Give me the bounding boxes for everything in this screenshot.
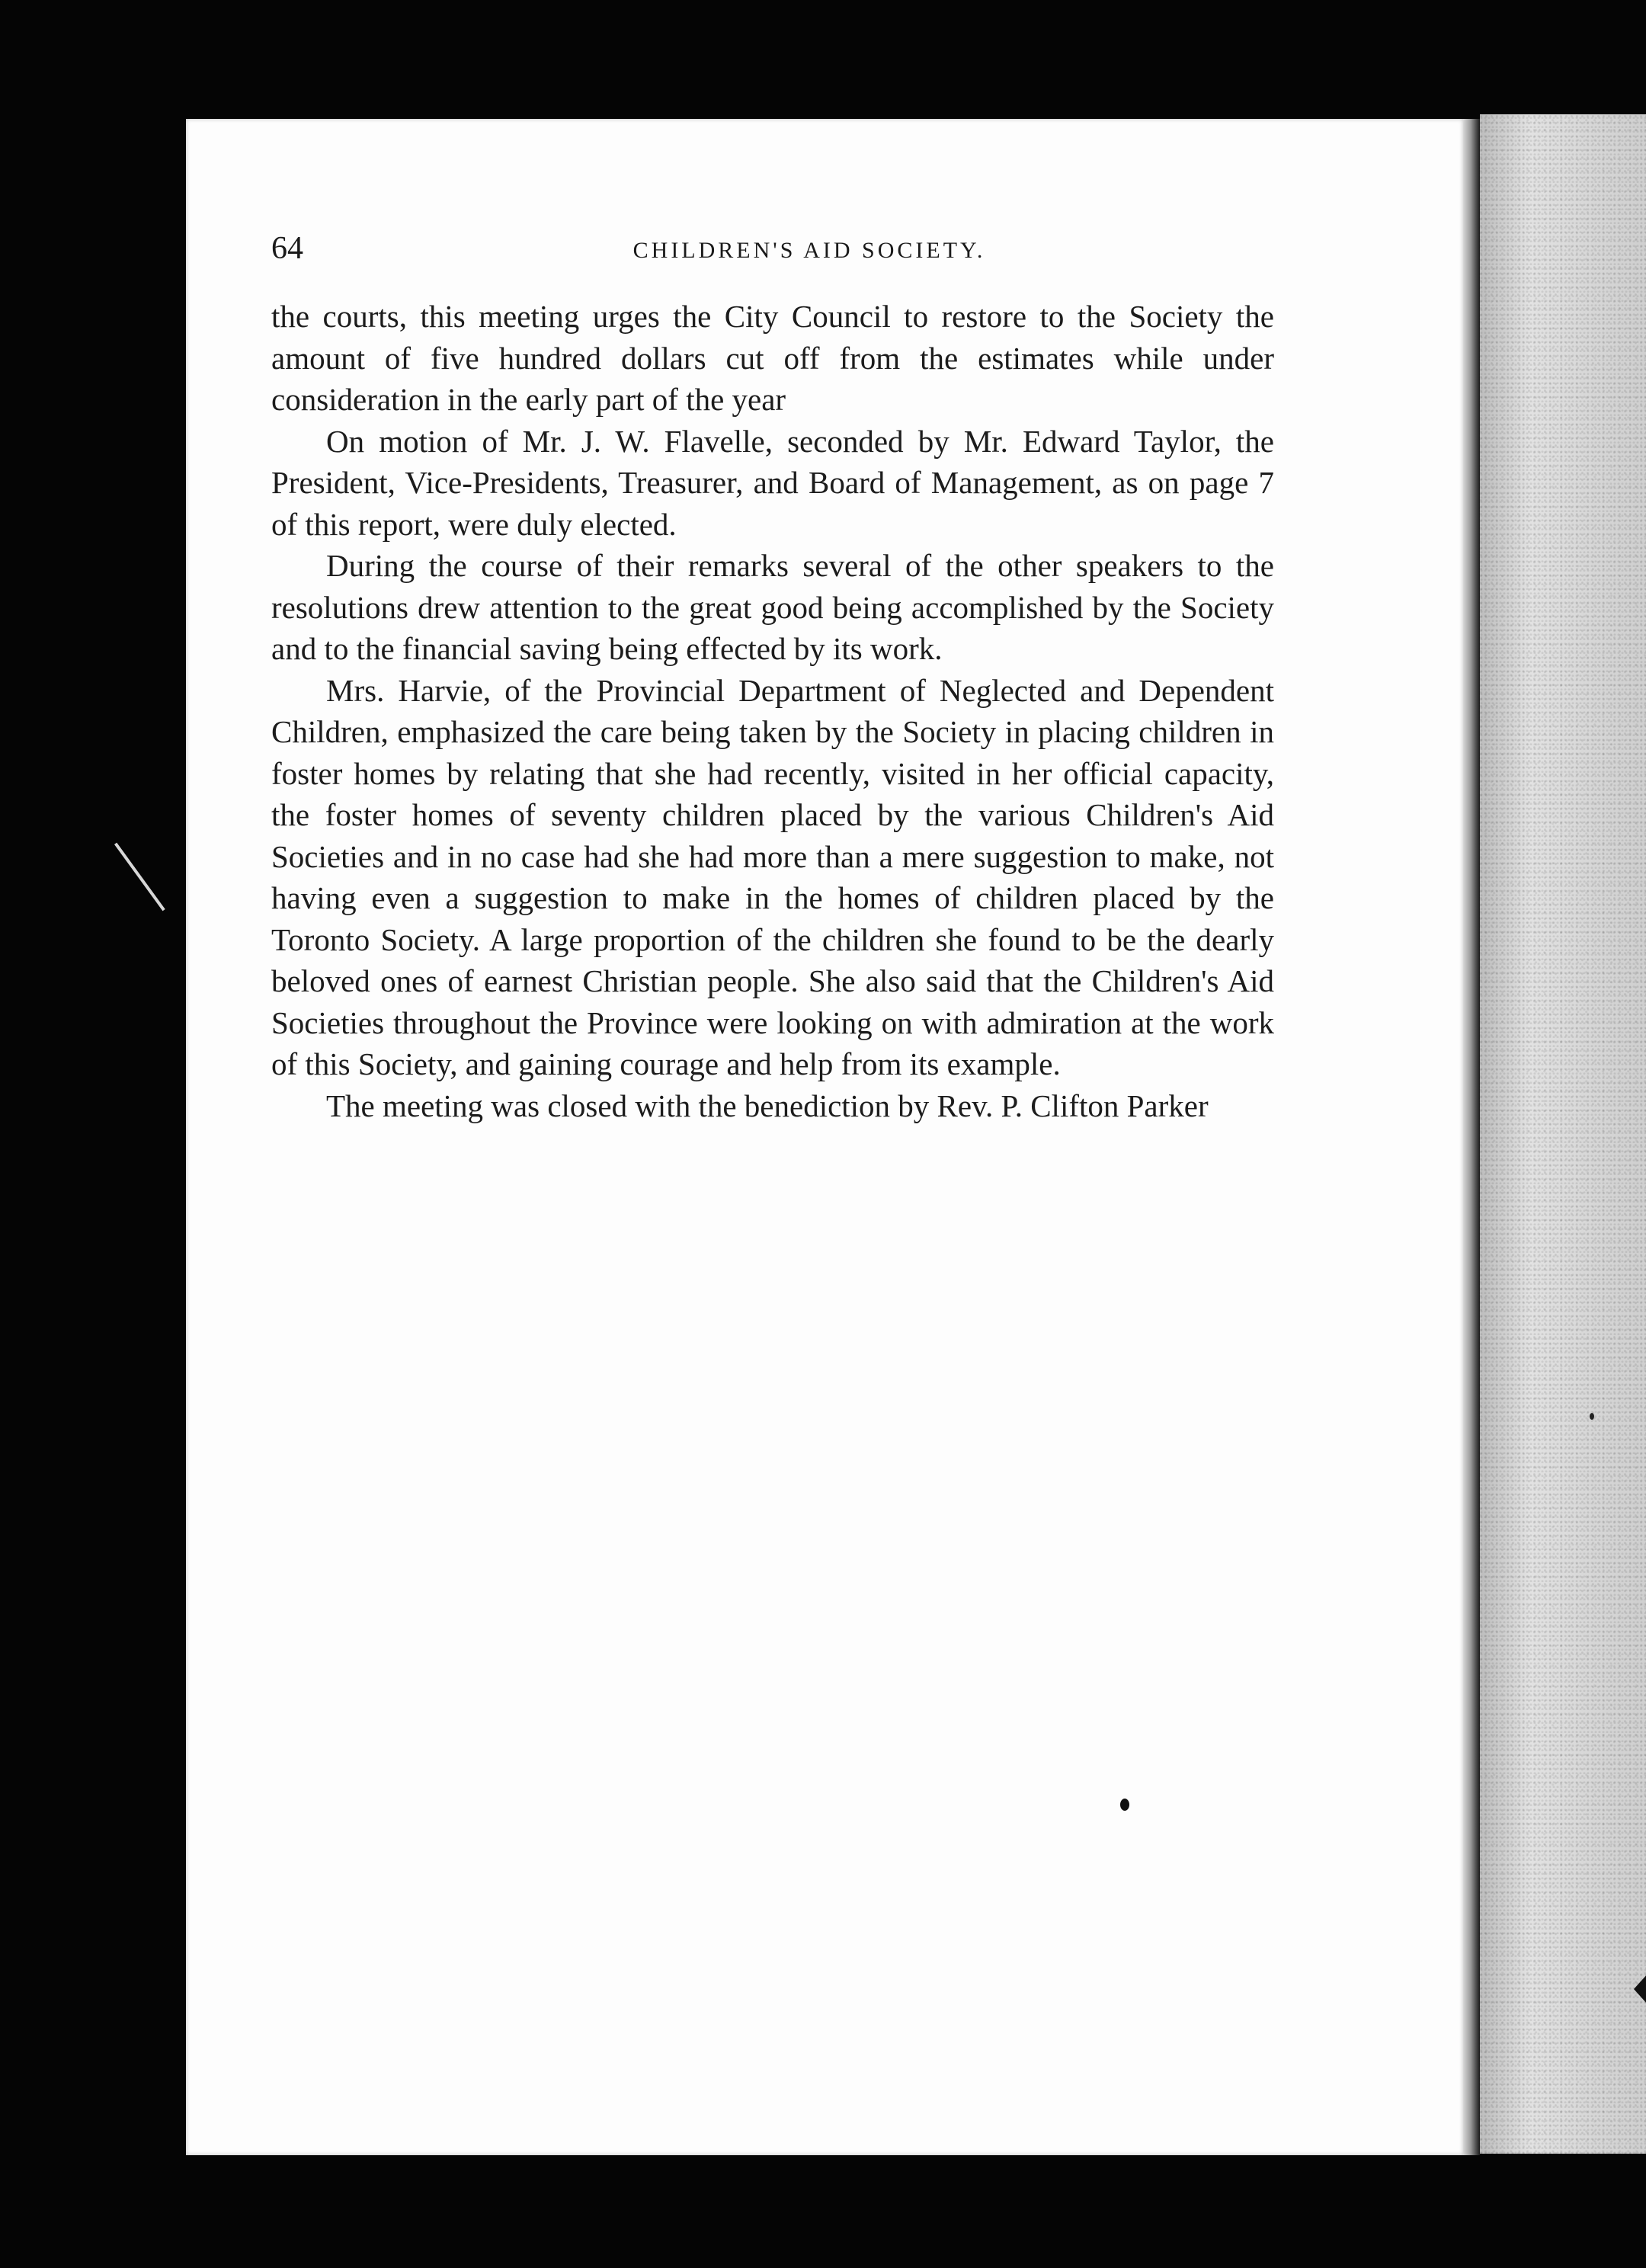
ink-dot	[1590, 1413, 1594, 1420]
page-number: 64	[271, 231, 303, 266]
book-page	[186, 119, 1463, 2155]
paragraph: The meeting was closed with the benediction by Rev. P. Clifton Parker	[326, 1088, 1209, 1123]
book-spine-shadow	[1463, 119, 1480, 2155]
page-header	[271, 230, 1347, 276]
page-edge-mark	[1634, 1974, 1646, 2004]
ink-speck	[1120, 1799, 1129, 1811]
facing-page-edge	[1480, 114, 1646, 2154]
paragraph: Mrs. Harvie, of the Provincial Department of Neglected and Dependent Children, emphasized the care being taken by the Society in placing children in foster homes by relating that she had recently, visited in her official capacity, the foster homes of seventy children placed by the various Children's Aid Societies and in no case had she had more than a mere suggestion to make, not having even a suggestion to make in the homes of children placed by the Toronto Society. A large proportion of the children she found to be the dearly beloved ones of earnest Christian people. She also said that the Children's Aid Societies throughout the Province were looking on with admiration at the work of this Society, and gaining courage and help from its example.	[271, 672, 1274, 1081]
page-body	[271, 296, 1274, 1126]
paragraph: the courts, this meeting urges the City Council to restore to the Society the amount of five hundred dollars cut off from the estimates while under consideration in the early part of the year	[271, 299, 1274, 417]
running-title: CHILDREN'S AID SOCIETY.	[632, 238, 986, 263]
paragraph: During the course of their remarks several of the other speakers to the resolutions drew attention to the great good being accomplished by the Society and to the financial saving being effected by its work.	[271, 548, 1274, 666]
paragraph: On motion of Mr. J. W. Flavelle, seconded by Mr. Edward Taylor, the President, Vice-Presidents, Treasurer, and Board of Management, as on page 7 of this report, were duly elected.	[271, 423, 1274, 542]
scan-scratch-mark	[114, 843, 165, 911]
